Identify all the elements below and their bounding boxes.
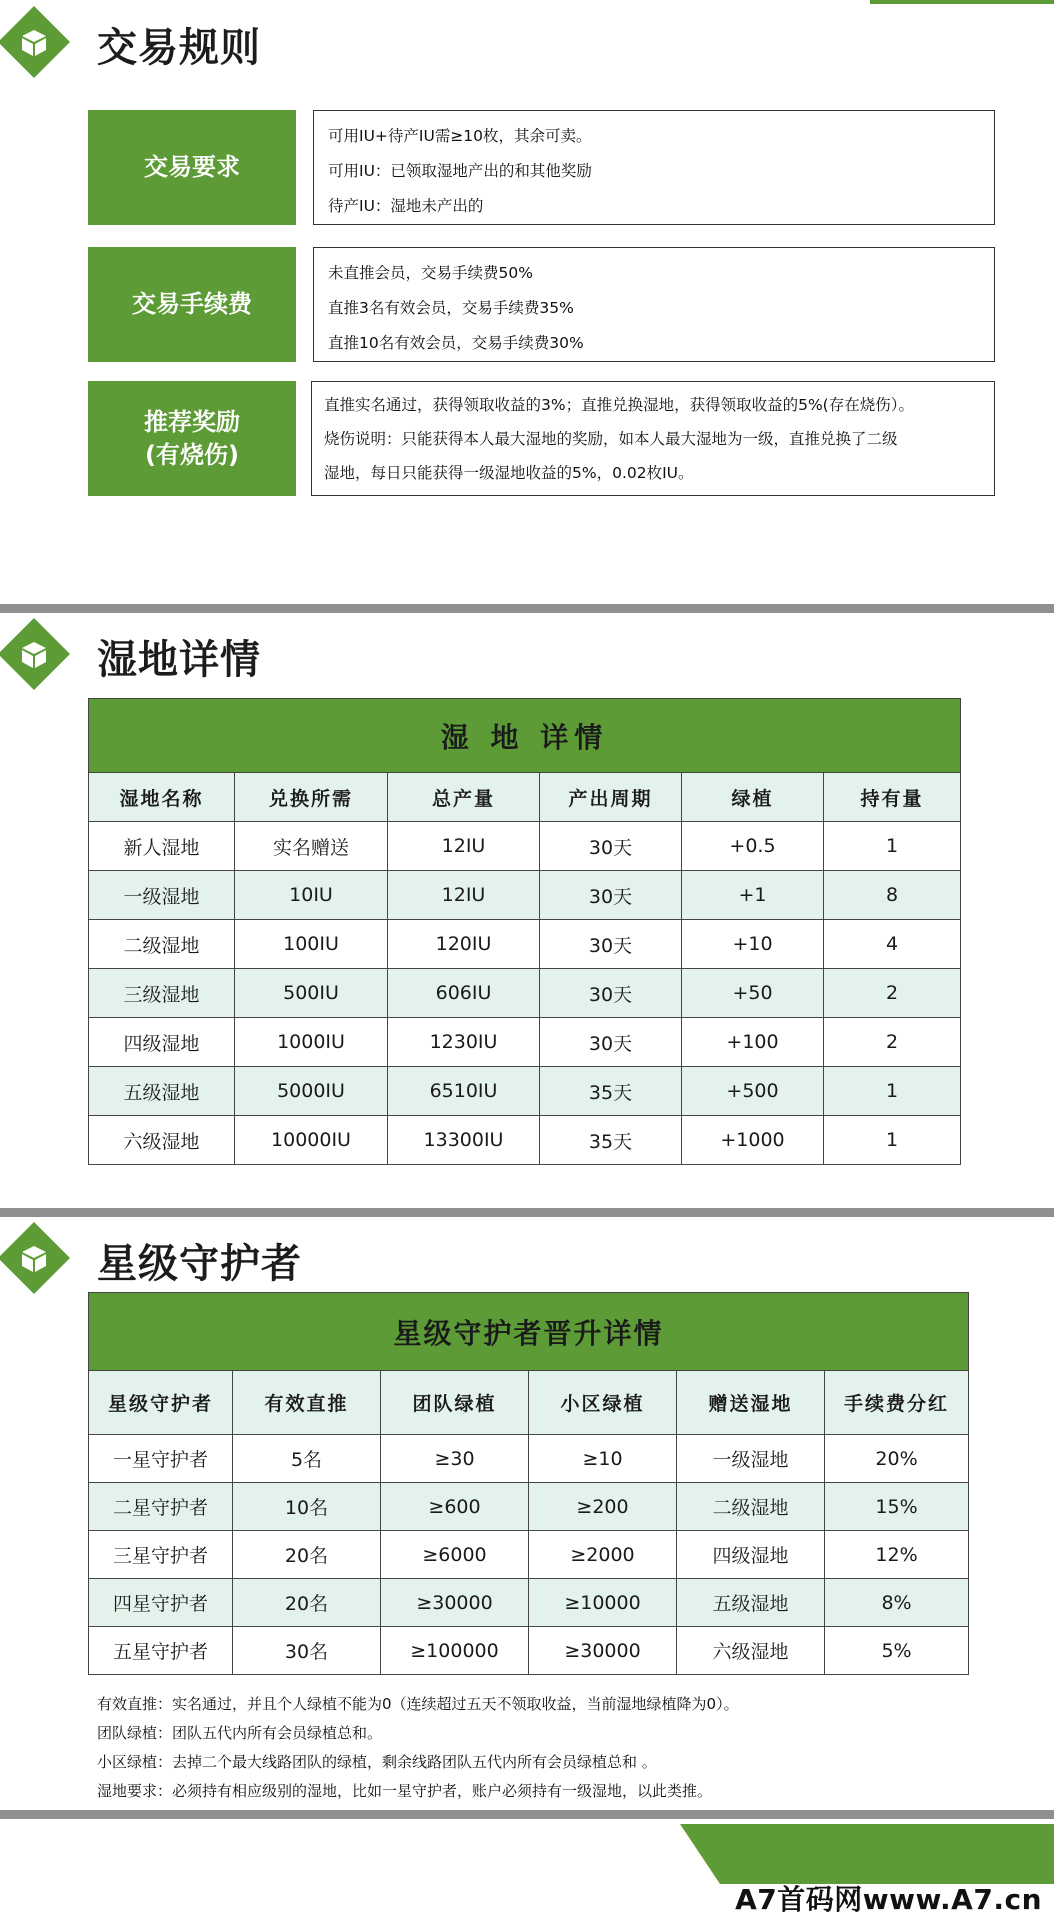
table-cell: 二星守护者: [89, 1483, 233, 1531]
table-cell: 六级湿地: [89, 1116, 235, 1165]
table-cell: +100: [682, 1018, 824, 1067]
wetland-table: [88, 698, 961, 1165]
table-cell: ≥200: [529, 1483, 677, 1531]
table-cell: 100IU: [235, 920, 388, 969]
table-row: [89, 871, 961, 920]
table-cell: 12%: [825, 1531, 969, 1579]
definitions-notes: [97, 1690, 997, 1806]
rule-line: 未直推会员，交易手续费50%: [328, 264, 533, 282]
column-header: 湿地名称: [89, 773, 235, 822]
table-cell: 二级湿地: [89, 920, 235, 969]
rule-line: 直推3名有效会员，交易手续费35%: [328, 299, 574, 317]
table-cell: 4: [824, 920, 961, 969]
table-cell: 30天: [540, 871, 682, 920]
table-cell: 20名: [233, 1579, 381, 1627]
rule-line: 可用IU：已领取湿地产出的和其他奖励: [328, 162, 592, 180]
table-cell: 三星守护者: [89, 1531, 233, 1579]
table-row: [89, 1067, 961, 1116]
table-cell: 606IU: [388, 969, 540, 1018]
note-line: 湿地要求：必须持有相应级别的湿地，比如一星守护者，账户必须持有一级湿地，以此类推。: [97, 1782, 713, 1800]
column-header: 兑换所需: [235, 773, 388, 822]
rule-line: 可用IU+待产IU需≥10枚，其余可卖。: [328, 127, 592, 145]
table-cell: 四级湿地: [677, 1531, 825, 1579]
table-row: [89, 822, 961, 871]
table-cell: 一级湿地: [89, 871, 235, 920]
table-cell: 2: [824, 1018, 961, 1067]
table-cell: ≥6000: [381, 1531, 529, 1579]
column-header: 赠送湿地: [677, 1371, 825, 1435]
table-cell: 120IU: [388, 920, 540, 969]
table-cell: 5000IU: [235, 1067, 388, 1116]
rule-line: 直推10名有效会员，交易手续费30%: [328, 334, 584, 352]
table-cell: 35天: [540, 1067, 682, 1116]
table-title: 湿 地 详情: [89, 699, 961, 773]
table-cell: 1230IU: [388, 1018, 540, 1067]
table-cell: +1000: [682, 1116, 824, 1165]
column-header: 有效直推: [233, 1371, 381, 1435]
table-cell: 二级湿地: [677, 1483, 825, 1531]
table-cell: 1000IU: [235, 1018, 388, 1067]
cube-icon: [0, 618, 70, 690]
table-cell: 30天: [540, 920, 682, 969]
table-cell: 30天: [540, 1018, 682, 1067]
table-cell: 15%: [825, 1483, 969, 1531]
table-row: [89, 1116, 961, 1165]
cube-icon: [0, 6, 70, 78]
rule-trade-fee: [88, 247, 995, 362]
rule-trade-requirement: [88, 110, 995, 225]
note-line: 有效直推：实名通过，并且个人绿植不能为0（连续超过五天不领取收益，当前湿地绿植降为0）。: [97, 1695, 739, 1713]
rule-line: 直推实名通过，获得领取收益的3%；直推兑换湿地，获得领取收益的5%(存在烧伤）。: [324, 396, 914, 414]
rule-line: 湿地，每日只能获得一级湿地收益的5%，0.02枚IU。: [324, 464, 694, 482]
rule-content: [311, 381, 995, 496]
table-cell: 10000IU: [235, 1116, 388, 1165]
table-cell: 新人湿地: [89, 822, 235, 871]
column-header: 团队绿植: [381, 1371, 529, 1435]
note-line: 团队绿植：团队五代内所有会员绿植总和。: [97, 1724, 383, 1742]
rule-label: [88, 381, 296, 496]
column-header: 绿植: [682, 773, 824, 822]
table-row: [89, 1531, 969, 1579]
cube-icon: [0, 1222, 70, 1294]
watermark-text: A7首码网www.A7.cn: [735, 1883, 1042, 1916]
table-cell: 四级湿地: [89, 1018, 235, 1067]
table-cell: +10: [682, 920, 824, 969]
table-cell: 六级湿地: [677, 1627, 825, 1675]
table-cell: 20名: [233, 1531, 381, 1579]
table-cell: +500: [682, 1067, 824, 1116]
table-cell: 五级湿地: [677, 1579, 825, 1627]
table-cell: 10名: [233, 1483, 381, 1531]
table-cell: +1: [682, 871, 824, 920]
table-title: 星级守护者晋升详情: [89, 1293, 969, 1371]
table-row: [89, 1018, 961, 1067]
table-cell: 35天: [540, 1116, 682, 1165]
section-title: 交易规则: [97, 25, 261, 71]
table-cell: 10IU: [235, 871, 388, 920]
table-cell: 8%: [825, 1579, 969, 1627]
section-title: 湿地详情: [97, 637, 261, 683]
note-line: 小区绿植：去掉二个最大线路团队的绿植，剩余线路团队五代内所有会员绿植总和 。: [97, 1753, 657, 1771]
column-header: 持有量: [824, 773, 961, 822]
table-cell: ≥10000: [529, 1579, 677, 1627]
column-header: 总产量: [388, 773, 540, 822]
table-cell: ≥2000: [529, 1531, 677, 1579]
section-header-wetland: [0, 612, 600, 702]
table-cell: 12IU: [388, 822, 540, 871]
table-cell: 五星守护者: [89, 1627, 233, 1675]
table-cell: 5%: [825, 1627, 969, 1675]
table-cell: 500IU: [235, 969, 388, 1018]
rule-label-line: (有烧伤): [145, 440, 239, 469]
table-row: [89, 1483, 969, 1531]
table-cell: ≥10: [529, 1435, 677, 1483]
table-cell: 实名赠送: [235, 822, 388, 871]
table-cell: 2: [824, 969, 961, 1018]
table-row: [89, 1435, 969, 1483]
table-cell: 13300IU: [388, 1116, 540, 1165]
table-cell: 12IU: [388, 871, 540, 920]
table-cell: 6510IU: [388, 1067, 540, 1116]
section-divider: [0, 1810, 1054, 1819]
table-cell: ≥100000: [381, 1627, 529, 1675]
table-cell: 5名: [233, 1435, 381, 1483]
table-cell: 1: [824, 1067, 961, 1116]
table-cell: +0.5: [682, 822, 824, 871]
rule-label: 交易手续费: [88, 247, 296, 362]
column-header: 手续费分红: [825, 1371, 969, 1435]
top-accent-bar: [870, 0, 1054, 4]
table-cell: 20%: [825, 1435, 969, 1483]
table-cell: 8: [824, 871, 961, 920]
table-cell: 一星守护者: [89, 1435, 233, 1483]
table-header-row: [89, 1371, 969, 1435]
table-cell: +50: [682, 969, 824, 1018]
rule-label-line: 推荐奖励: [144, 407, 240, 436]
table-cell: 30天: [540, 969, 682, 1018]
table-cell: 30天: [540, 822, 682, 871]
table-cell: 四星守护者: [89, 1579, 233, 1627]
rule-label: 交易要求: [88, 110, 296, 225]
table-cell: ≥30000: [381, 1579, 529, 1627]
rule-content: [313, 110, 995, 225]
rule-line: 烧伤说明：只能获得本人最大湿地的奖励，如本人最大湿地为一级，直推兑换了二级: [324, 430, 898, 448]
table-cell: 五级湿地: [89, 1067, 235, 1116]
table-row: [89, 920, 961, 969]
column-header: 产出周期: [540, 773, 682, 822]
column-header: 星级守护者: [89, 1371, 233, 1435]
table-cell: ≥30000: [529, 1627, 677, 1675]
column-header: 小区绿植: [529, 1371, 677, 1435]
rule-content: [313, 247, 995, 362]
table-header-row: [89, 773, 961, 822]
star-guardian-table: [88, 1292, 969, 1675]
table-cell: 三级湿地: [89, 969, 235, 1018]
table-row: [89, 969, 961, 1018]
section-header-trade-rules: [0, 0, 600, 90]
section-title: 星级守护者: [97, 1241, 302, 1287]
table-cell: ≥600: [381, 1483, 529, 1531]
table-cell: 一级湿地: [677, 1435, 825, 1483]
table-cell: 1: [824, 1116, 961, 1165]
table-cell: 1: [824, 822, 961, 871]
table-row: [89, 1579, 969, 1627]
table-cell: ≥30: [381, 1435, 529, 1483]
footer-corner-decoration: [680, 1824, 1054, 1884]
rule-line: 待产IU：湿地未产出的: [328, 197, 484, 215]
rule-referral-reward: [88, 381, 995, 496]
table-cell: 30名: [233, 1627, 381, 1675]
table-row: [89, 1627, 969, 1675]
